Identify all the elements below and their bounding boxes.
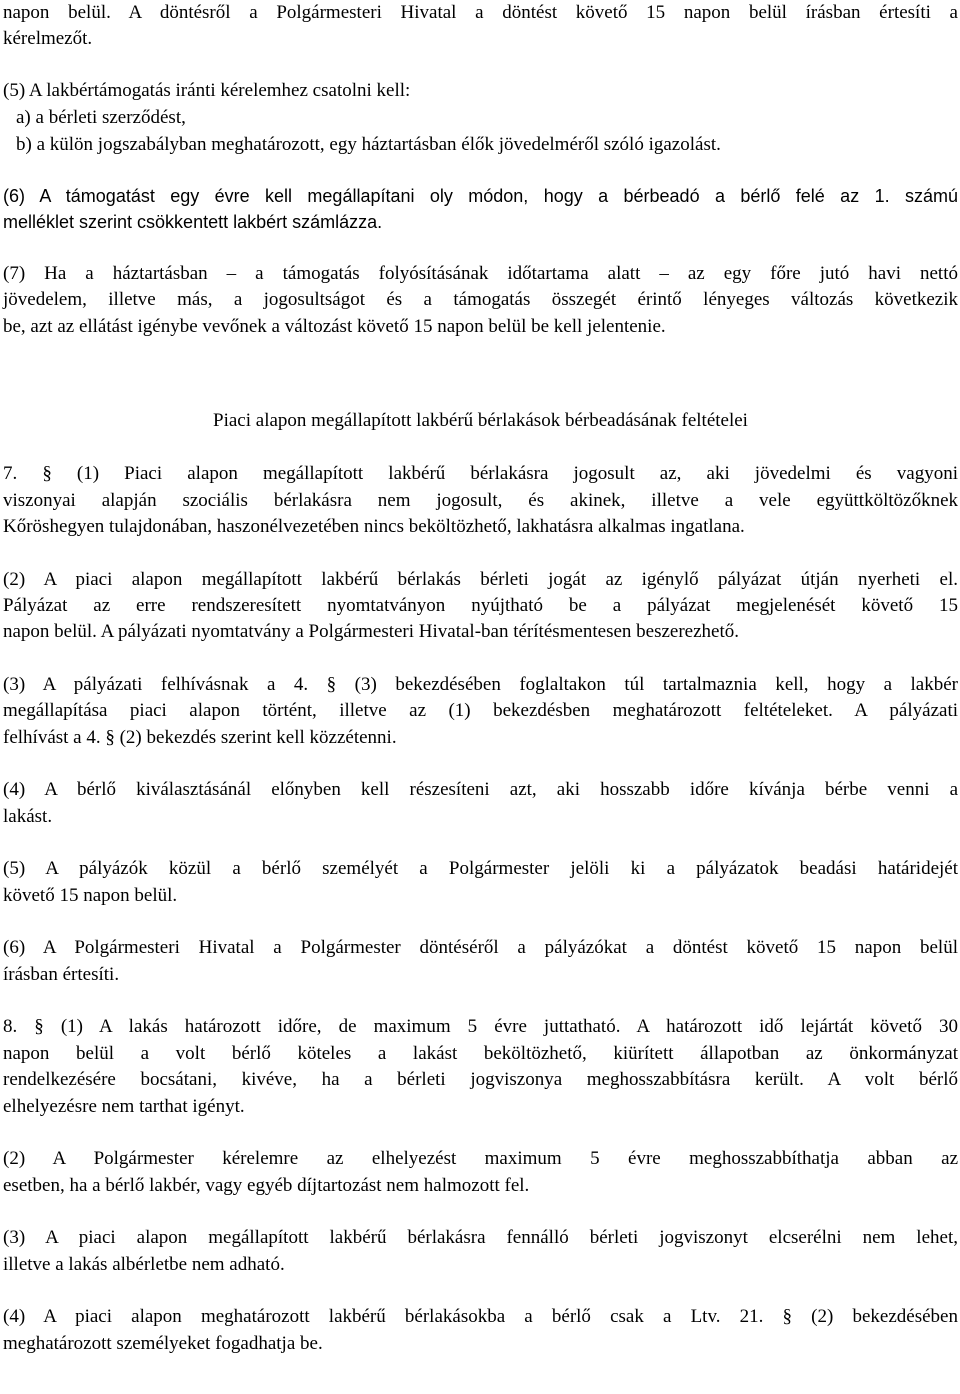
paragraph-line: (2) A Polgármester kérelemre az elhelyezést maximum 5 évre meghosszabbíthatja abban az <box>3 1148 958 1169</box>
section-heading: Piaci alapon megállapított lakbérű bérlakások bérbeadásának feltételei <box>213 410 748 431</box>
paragraph-line: meghatározott személyeket fogadhatja be. <box>3 1333 323 1354</box>
paragraph-line: napon belül. A döntésről a Polgármesteri Hivatal a döntést követő 15 napon belül írásban értesíti a <box>3 2 958 23</box>
paragraph-line: 8. § (1) A lakás határozott időre, de maximum 5 évre juttatható. A határozott idő lejártát követő 30 <box>3 1016 958 1037</box>
paragraph-line: (2) A piaci alapon megállapított lakbérű bérlakás bérleti jogát az igénylő pályázat útján nyerheti el. <box>3 569 958 590</box>
paragraph-line: kérelmezőt. <box>3 28 93 49</box>
list-item: b) a külön jogszabályban meghatározott, egy háztartásban élők jövedelméről szóló igazolást. <box>16 134 721 155</box>
paragraph-line: megállapítása piaci alapon történt, illetve az (1) bekezdésben meghatározott feltételeket. A pályázati <box>3 700 958 721</box>
paragraph-line: viszonyai alapján szociális bérlakásra nem jogosult, és akinek, illetve a vele együttköltözőknek <box>3 490 958 511</box>
paragraph-line: (7) Ha a háztartásban – a támogatás folyósításának időtartama alatt – az egy főre jutó havi nettó <box>3 263 958 284</box>
paragraph-line: (4) A bérlő kiválasztásánál előnyben kell részesíteni azt, aki hosszabb időre kívánja bérbe venni a <box>3 779 958 800</box>
paragraph-line: (3) A piaci alapon megállapított lakbérű bérlakásra fennálló bérleti jogviszonyt elcserélni nem lehet, <box>3 1227 958 1248</box>
list-item: a) a bérleti szerződést, <box>16 107 186 128</box>
paragraph-line: be, azt az ellátást igénybe vevőnek a változást követő 15 napon belül be kell jelentenie. <box>3 316 666 337</box>
paragraph-line: (6) A támogatást egy évre kell megállapítani oly módon, hogy a bérbeadó a bérlő felé az 1. számú <box>3 186 958 206</box>
paragraph-line: (3) A pályázati felhívásnak a 4. § (3) bekezdésében foglaltakon túl tartalmaznia kell, hogy a lakbér <box>3 674 958 695</box>
paragraph-line: Kőröshegyen tulajdonában, haszonélvezetében nincs beköltözhető, lakhatásra alkalmas ingatlana. <box>3 516 745 537</box>
paragraph-line: (5) A pályázók közül a bérlő személyét a Polgármester jelöli ki a pályázatok beadási határidejét <box>3 858 958 879</box>
paragraph-line: napon belül a volt bérlő köteles a lakást beköltözhető, kiürített állapotban az önkormányzat <box>3 1043 958 1064</box>
paragraph-line: lakást. <box>3 806 53 827</box>
paragraph-line: 7. § (1) Piaci alapon megállapított lakbérű bérlakásra jogosult az, aki jövedelmi és vagyoni <box>3 463 958 484</box>
paragraph-line: (4) A piaci alapon meghatározott lakbérű bérlakásokba a bérlő csak a Ltv. 21. § (2) bekezdésében <box>3 1306 958 1327</box>
paragraph-line: (6) A Polgármesteri Hivatal a Polgármester döntéséről a pályázókat a döntést követő 15 napon belül <box>3 937 958 958</box>
paragraph-line: írásban értesíti. <box>3 964 120 985</box>
paragraph-line: Pályázat az erre rendszeresített nyomtatványon nyújtható be a pályázat megjelenését követő 15 <box>3 595 958 616</box>
paragraph-line: jövedelem, illetve más, a jogosultságot és a támogatás összegét érintő lényeges változás következik <box>3 289 958 310</box>
paragraph-line: illetve a lakás albérletbe nem adható. <box>3 1254 285 1275</box>
paragraph-line: melléklet szerint csökkentett lakbért számlázza. <box>3 212 383 232</box>
paragraph-line: napon belül. A pályázati nyomtatvány a Polgármesteri Hivatal-ban térítésmentesen beszerezhető. <box>3 621 739 642</box>
paragraph-line: (5) A lakbértámogatás iránti kérelemhez csatolni kell: <box>3 80 411 101</box>
paragraph-line: elhelyezésre nem tarthat igényt. <box>3 1096 245 1117</box>
paragraph-line: rendelkezésére bocsátani, kivéve, ha a bérleti jogviszonya meghosszabbításra került. A volt bérlő <box>3 1069 958 1090</box>
paragraph-line: felhívást a 4. § (2) bekezdés szerint kell közzétenni. <box>3 727 397 748</box>
paragraph-line: követő 15 napon belül. <box>3 885 178 906</box>
paragraph-line: esetben, ha a bérlő lakbér, vagy egyéb díjtartozást nem halmozott fel. <box>3 1175 530 1196</box>
